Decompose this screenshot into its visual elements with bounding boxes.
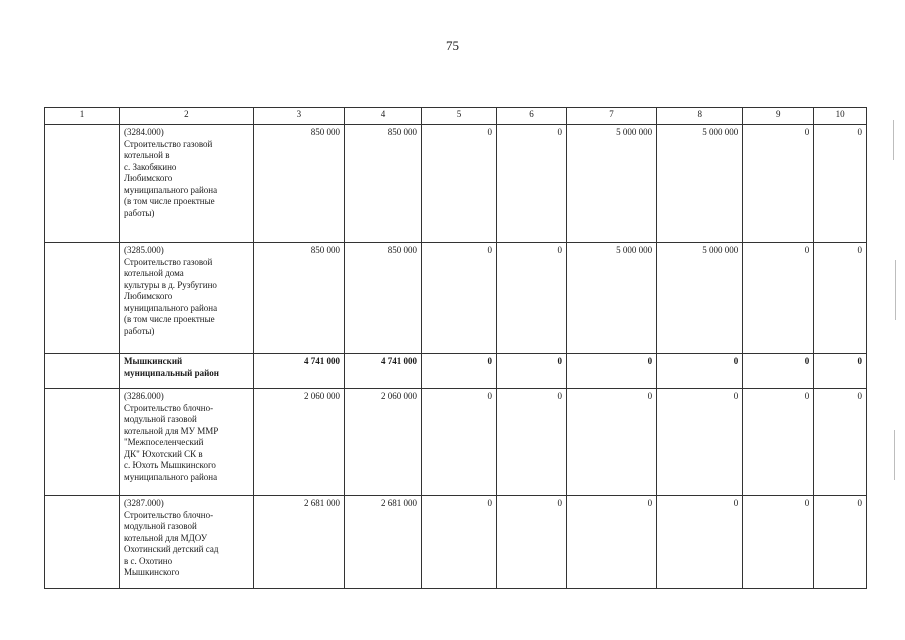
table-row bbox=[45, 389, 867, 496]
row-cell-empty bbox=[45, 354, 120, 389]
row-name-line: Любимского bbox=[124, 291, 173, 301]
row-name-line: котельной дома bbox=[124, 268, 184, 278]
row-value-col-7: 5 000 000 bbox=[566, 243, 656, 354]
row-name-line: с. Юхоть Мышкинского bbox=[124, 460, 216, 470]
row-value-col-6: 0 bbox=[497, 354, 567, 389]
table-row bbox=[45, 354, 867, 389]
row-value-col-8: 5 000 000 bbox=[657, 243, 743, 354]
budget-table bbox=[44, 107, 867, 589]
row-name-line: в с. Охотино bbox=[124, 555, 173, 566]
row-value-col-5: 0 bbox=[422, 243, 497, 354]
row-name-line: модульной газовой bbox=[124, 521, 197, 531]
row-name-line: (3287.000) bbox=[124, 498, 164, 508]
row-name-cell bbox=[120, 243, 254, 354]
row-value-col-7: 0 bbox=[566, 389, 656, 496]
row-name-line: котельной для МДОУ bbox=[124, 532, 208, 543]
row-name-line: (в том числе проектные bbox=[124, 314, 215, 324]
header-cell-3: 3 bbox=[253, 108, 344, 125]
row-name-line: Строительство блочно- bbox=[124, 509, 214, 520]
scan-artifact bbox=[893, 120, 894, 160]
header-cell-6: 6 bbox=[497, 108, 567, 125]
row-value-col-4: 850 000 bbox=[345, 125, 422, 243]
scan-artifact bbox=[895, 260, 896, 320]
row-name-cell bbox=[120, 125, 254, 243]
row-value-col-4: 4 741 000 bbox=[345, 354, 422, 389]
row-value-col-7: 0 bbox=[566, 496, 656, 589]
row-value-col-7: 5 000 000 bbox=[566, 125, 656, 243]
row-value-col-8: 0 bbox=[657, 389, 743, 496]
row-value-col-9: 0 bbox=[743, 354, 814, 389]
row-value-col-8: 0 bbox=[657, 354, 743, 389]
row-name-line: ДК" Юхотский СК в bbox=[124, 448, 203, 459]
table-row bbox=[45, 496, 867, 589]
row-value-col-10: 0 bbox=[814, 243, 867, 354]
row-value-col-3: 850 000 bbox=[253, 243, 344, 354]
row-name-line: (3285.000) bbox=[124, 245, 164, 255]
row-value-col-3: 2 060 000 bbox=[253, 389, 344, 496]
row-value-col-7: 0 bbox=[566, 354, 656, 389]
row-value-col-9: 0 bbox=[743, 496, 814, 589]
table-row bbox=[45, 125, 867, 243]
page-number: 75 bbox=[446, 38, 459, 53]
row-value-col-9: 0 bbox=[743, 243, 814, 354]
row-value-col-6: 0 bbox=[497, 496, 567, 589]
table-body bbox=[45, 125, 867, 589]
row-value-col-5: 0 bbox=[422, 496, 497, 589]
row-value-col-4: 2 060 000 bbox=[345, 389, 422, 496]
row-name-line: муниципальный район bbox=[124, 367, 219, 378]
row-name-line: Любимского bbox=[124, 173, 173, 183]
row-value-col-5: 0 bbox=[422, 389, 497, 496]
row-value-col-10: 0 bbox=[814, 354, 867, 389]
table-row bbox=[45, 243, 867, 354]
row-value-col-4: 850 000 bbox=[345, 243, 422, 354]
row-name-line: муниципального района bbox=[124, 471, 218, 482]
row-name-line: муниципального района bbox=[124, 184, 218, 195]
row-name-line: Строительство газовой bbox=[124, 138, 213, 149]
row-value-col-3: 4 741 000 bbox=[253, 354, 344, 389]
row-value-col-3: 2 681 000 bbox=[253, 496, 344, 589]
row-name-line: (в том числе проектные bbox=[124, 196, 215, 206]
header-cell-9: 9 bbox=[743, 108, 814, 125]
row-value-col-5: 0 bbox=[422, 125, 497, 243]
header-cell-8: 8 bbox=[657, 108, 743, 125]
row-value-col-6: 0 bbox=[497, 389, 567, 496]
row-name-line: модульной газовой bbox=[124, 414, 197, 424]
header-cell-1: 1 bbox=[45, 108, 120, 125]
row-value-col-9: 0 bbox=[743, 389, 814, 496]
row-cell-empty bbox=[45, 496, 120, 589]
row-name-cell bbox=[120, 389, 254, 496]
header-cell-7: 7 bbox=[566, 108, 656, 125]
row-name-line: "Межпоселенческий bbox=[124, 437, 204, 447]
row-name-line: Мышкинский bbox=[124, 356, 183, 366]
row-value-col-5: 0 bbox=[422, 354, 497, 389]
row-value-col-4: 2 681 000 bbox=[345, 496, 422, 589]
header-cell-2: 2 bbox=[120, 108, 254, 125]
row-cell-empty bbox=[45, 389, 120, 496]
row-name-line: с. Закобякино bbox=[124, 161, 177, 172]
row-value-col-10: 0 bbox=[814, 389, 867, 496]
row-value-col-8: 5 000 000 bbox=[657, 125, 743, 243]
row-value-col-6: 0 bbox=[497, 125, 567, 243]
header-cell-10: 10 bbox=[814, 108, 867, 125]
row-name-line: муниципального района bbox=[124, 302, 218, 313]
header-row bbox=[45, 108, 867, 125]
row-value-col-3: 850 000 bbox=[253, 125, 344, 243]
row-name-line: Строительство блочно- bbox=[124, 402, 214, 413]
scan-artifact bbox=[894, 430, 895, 480]
row-name-line: (3284.000) bbox=[124, 127, 164, 137]
row-name-line: Охотинский детский сад bbox=[124, 544, 219, 554]
row-name-line: котельной для МУ ММР bbox=[124, 425, 219, 436]
row-value-col-6: 0 bbox=[497, 243, 567, 354]
row-value-col-10: 0 bbox=[814, 496, 867, 589]
row-value-col-9: 0 bbox=[743, 125, 814, 243]
row-name-cell bbox=[120, 496, 254, 589]
row-name-line: Мышкинского bbox=[124, 567, 180, 577]
row-name-line: культуры в д. Рузбугино bbox=[124, 279, 217, 290]
header-cell-4: 4 bbox=[345, 108, 422, 125]
header-cell-5: 5 bbox=[422, 108, 497, 125]
row-value-col-10: 0 bbox=[814, 125, 867, 243]
row-name-line: Строительство газовой bbox=[124, 256, 213, 267]
row-value-col-8: 0 bbox=[657, 496, 743, 589]
row-name-line: работы) bbox=[124, 325, 155, 336]
row-name-line: котельной в bbox=[124, 150, 170, 160]
row-cell-empty bbox=[45, 243, 120, 354]
row-cell-empty bbox=[45, 125, 120, 243]
row-name-line: (3286.000) bbox=[124, 391, 164, 401]
row-name-cell bbox=[120, 354, 254, 389]
row-name-line: работы) bbox=[124, 207, 155, 218]
